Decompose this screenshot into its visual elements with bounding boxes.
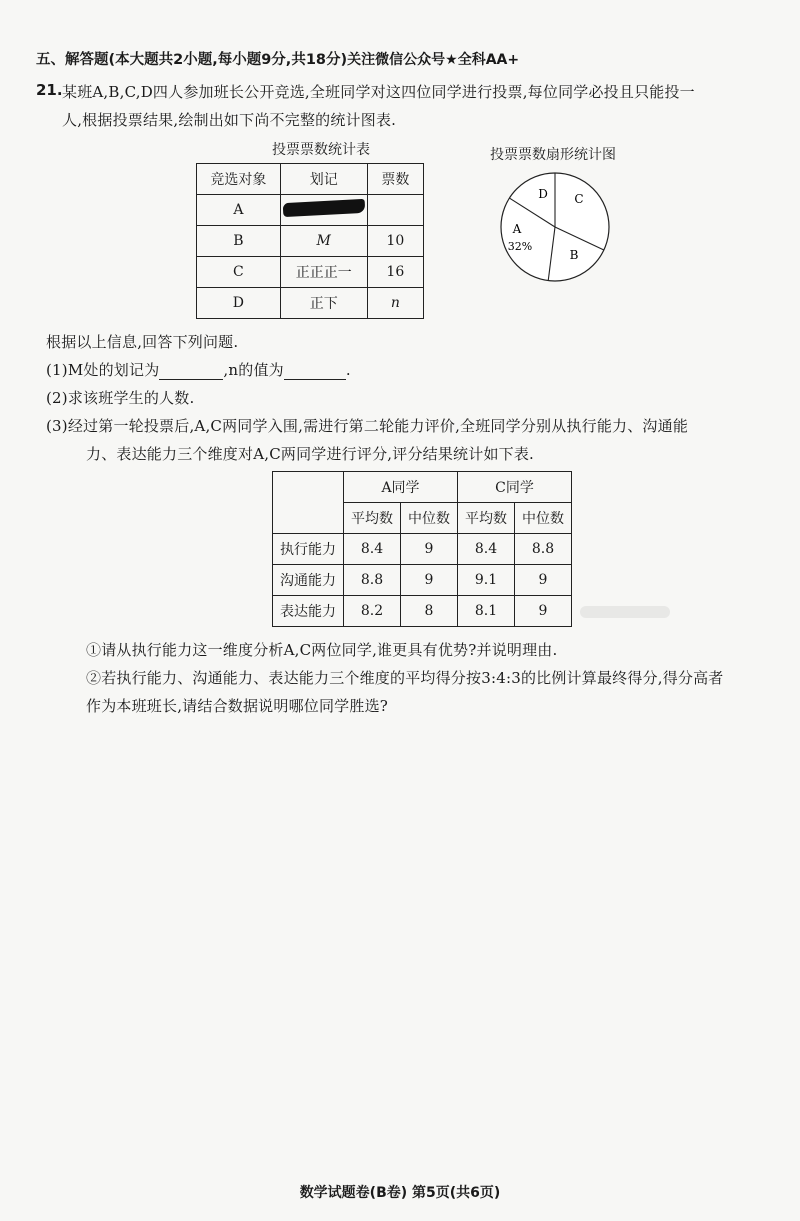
pie-label-c: C xyxy=(574,192,584,206)
prompt-q1 xyxy=(46,359,351,380)
vote-count-c: 16 xyxy=(367,257,423,288)
prompt-q2: (2)求该班学生的人数. xyxy=(46,389,195,407)
table-row xyxy=(273,596,572,627)
vote-name-a: A xyxy=(197,195,281,226)
page-footer: 数学试题卷(B卷) 第5页(共6页) xyxy=(299,1185,501,1201)
q1-part-c: . xyxy=(345,361,351,379)
sub-question-2-line1: ②若执行能力、沟通能力、表达能力三个维度的平均得分按3:4:3的比例计算最终得分,得分高者 xyxy=(86,669,724,687)
pie-caption: 投票票数扇形统计图 xyxy=(490,147,616,163)
score-cell: 9 xyxy=(515,565,572,596)
pie-chart xyxy=(490,162,620,292)
vote-count-d: n xyxy=(367,288,423,319)
score-cell: 8.4 xyxy=(458,534,515,565)
vote-header-candidate: 竞选对象 xyxy=(197,164,281,195)
q1-part-b: ,n的值为 xyxy=(223,361,284,379)
table-row xyxy=(273,565,572,596)
score-cell: 8.2 xyxy=(344,596,401,627)
score-cell: 8 xyxy=(401,596,458,627)
prompt-q3-line2: 力、表达能力三个维度对A,C两同学进行评分,评分结果统计如下表. xyxy=(86,445,535,463)
score-cell: 9.1 xyxy=(458,565,515,596)
vote-header-tally: 划记 xyxy=(280,164,367,195)
score-subheader: 中位数 xyxy=(515,503,572,534)
vote-name-c: C xyxy=(197,257,281,288)
score-row-label: 沟通能力 xyxy=(273,565,344,596)
vote-header-votes: 票数 xyxy=(367,164,423,195)
score-cell: 9 xyxy=(401,534,458,565)
score-cell: 8.8 xyxy=(515,534,572,565)
table-row xyxy=(197,226,424,257)
watermark-text: 关注微信公众号★全科AA+ xyxy=(347,52,520,68)
vote-tally-b: M xyxy=(280,226,367,257)
sub-question-2-line2: 作为本班班长,请结合数据说明哪位同学胜选? xyxy=(86,697,389,715)
score-row-label: 表达能力 xyxy=(273,596,344,627)
pie-label-b: B xyxy=(569,248,579,262)
score-group-c: C同学 xyxy=(458,472,572,503)
pie-label-a-percent: 32% xyxy=(507,240,533,253)
prompt-q3-line1: (3)经过第一轮投票后,A,C两同学入围,需进行第二轮能力评价,全班同学分别从执行能力、沟通能 xyxy=(46,417,689,435)
score-cell: 8.4 xyxy=(344,534,401,565)
question-intro-line2: 人,根据投票结果,绘制出如下尚不完整的统计图表. xyxy=(62,111,397,129)
q1-part-a: (1)M处的划记为 xyxy=(46,361,160,379)
answer-blank-m[interactable] xyxy=(159,361,223,380)
score-group-a: A同学 xyxy=(344,472,458,503)
redaction-mark xyxy=(282,199,365,217)
question-number: 21. xyxy=(36,81,63,99)
table-row xyxy=(197,195,424,226)
score-subheader: 平均数 xyxy=(344,503,401,534)
score-corner-cell xyxy=(273,472,344,534)
vote-count-b: 10 xyxy=(367,226,423,257)
vote-table xyxy=(196,163,424,319)
score-row-label: 执行能力 xyxy=(273,534,344,565)
answer-blank-n[interactable] xyxy=(284,361,346,380)
section-title-text: 五、解答题(本大题共2小题,每小题9分,共18分) xyxy=(36,52,348,68)
vote-name-d: D xyxy=(197,288,281,319)
score-cell: 9 xyxy=(515,596,572,627)
question-intro-line1: 某班A,B,C,D四人参加班长公开竞选,全班同学对这四位同学进行投票,每位同学必投且只能投一 xyxy=(62,83,695,101)
vote-tally-d: 正下 xyxy=(280,288,367,319)
table-row xyxy=(197,257,424,288)
vote-count-a xyxy=(367,195,423,226)
table-row xyxy=(197,288,424,319)
score-cell: 9 xyxy=(401,565,458,596)
vote-tally-c: 正正正一 xyxy=(280,257,367,288)
scan-smudge xyxy=(580,606,670,618)
score-subheader: 中位数 xyxy=(401,503,458,534)
table-row xyxy=(273,534,572,565)
score-table xyxy=(272,471,572,627)
section-title xyxy=(36,48,519,69)
score-subheader: 平均数 xyxy=(458,503,515,534)
pie-label-a: A xyxy=(512,222,522,236)
vote-name-b: B xyxy=(197,226,281,257)
vote-table-caption: 投票票数统计表 xyxy=(272,142,370,158)
sub-question-1: ①请从执行能力这一维度分析A,C两位同学,谁更具有优势?并说明理由. xyxy=(86,641,558,659)
score-cell: 8.8 xyxy=(344,565,401,596)
score-cell: 8.1 xyxy=(458,596,515,627)
prompt-intro: 根据以上信息,回答下列问题. xyxy=(46,333,239,351)
vote-tally-a xyxy=(280,195,367,226)
pie-label-d: D xyxy=(538,187,548,201)
